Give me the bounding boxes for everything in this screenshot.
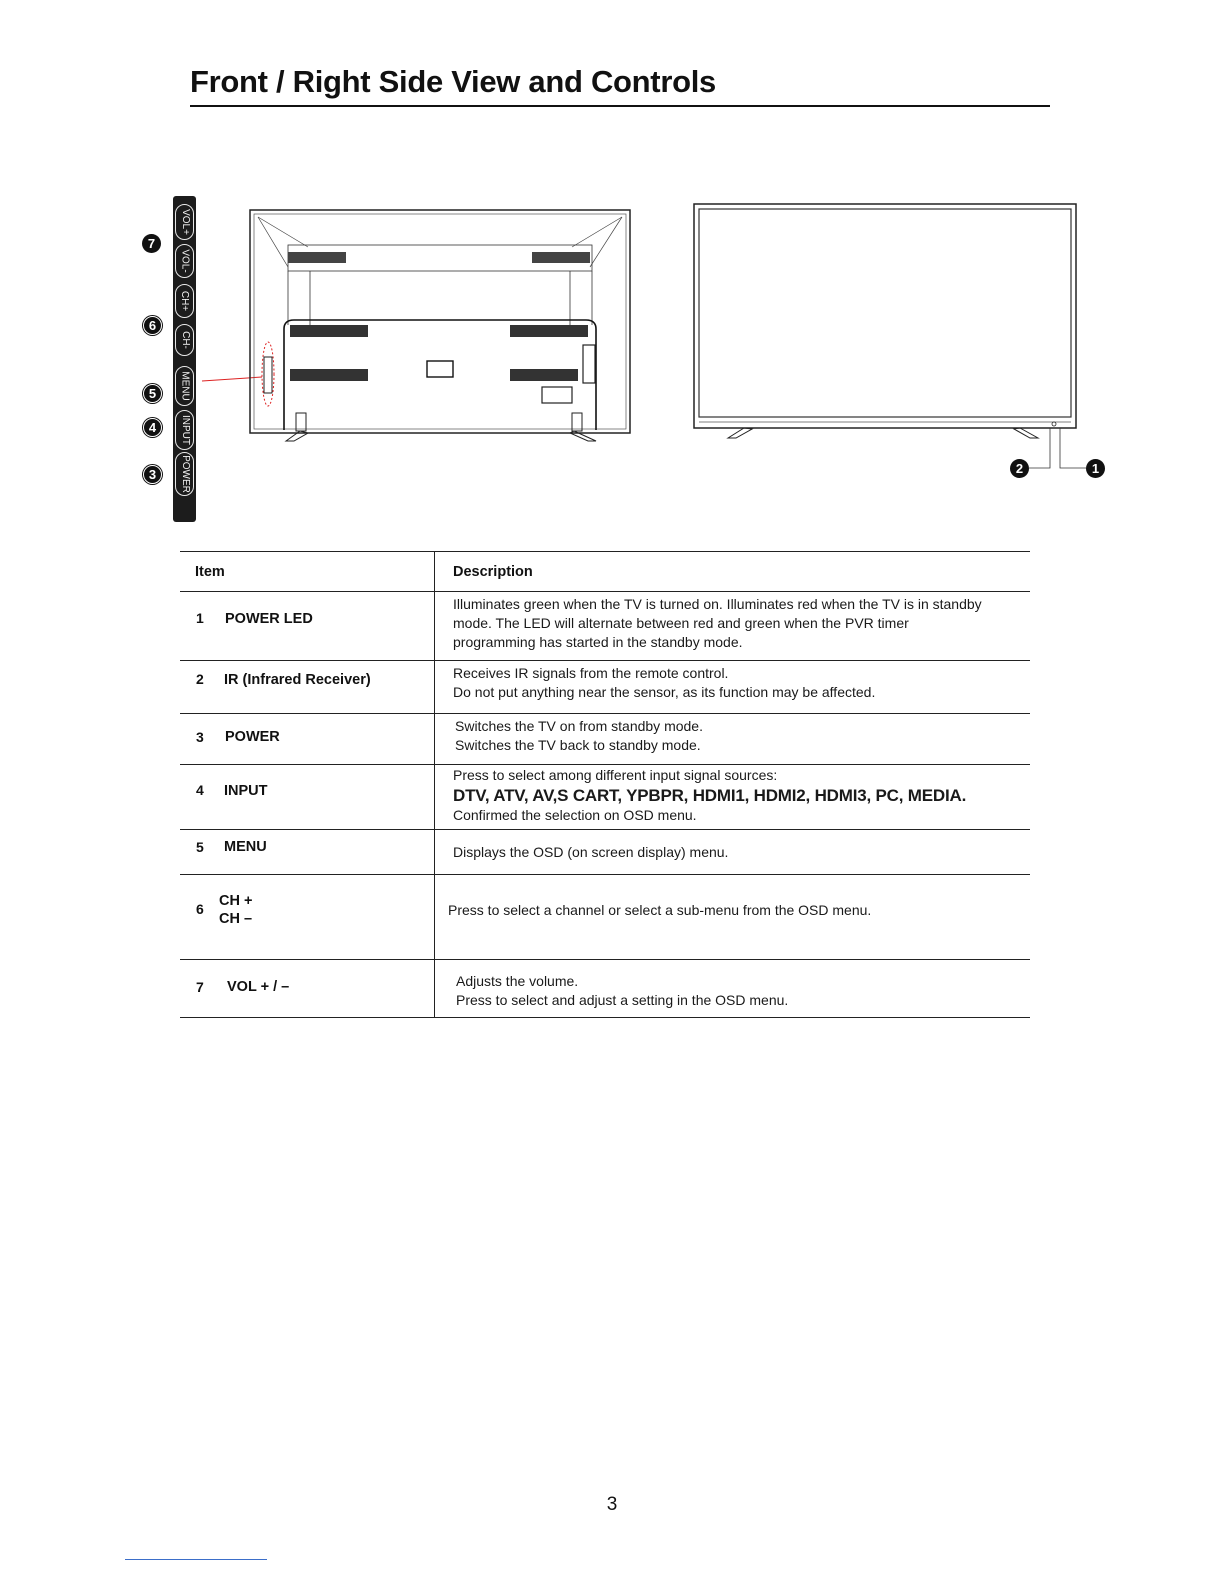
input-label: INPUT (179, 415, 191, 445)
description-line: Displays the OSD (on screen display) menu. (453, 844, 729, 860)
vol-down-label: VOL- (179, 249, 191, 273)
row-item-name: POWER LED (225, 611, 313, 627)
ch-down-label: CH- (179, 331, 191, 349)
header-description: Description (453, 564, 533, 580)
description-line: Do not put anything near the sensor, as its function may be affected. (453, 684, 876, 700)
ch-up-button (175, 284, 194, 318)
tv-rear-view-drawing (200, 205, 640, 450)
vol-up-button (175, 204, 194, 240)
callout-1: 1 (1086, 459, 1105, 478)
table-rule (180, 764, 1030, 765)
row-number: 3 (196, 729, 204, 745)
row-number: 4 (196, 782, 204, 798)
row-number: 5 (196, 839, 204, 855)
page-title: Front / Right Side View and Controls (190, 64, 716, 99)
description-line: Press to select among different input signal sources: (453, 767, 778, 783)
table-rule (180, 713, 1030, 714)
ch-up-label: CH+ (179, 290, 191, 312)
row-number: 1 (196, 610, 204, 626)
row-item-name: IR (Infrared Receiver) (224, 672, 371, 688)
footer-link-underline (125, 1559, 267, 1560)
ch-down-name: CH – (219, 911, 253, 927)
menu-label: MENU (179, 371, 191, 401)
row-description (453, 843, 1023, 862)
callout-4: 4 (143, 418, 162, 437)
tv-front-view-drawing (690, 200, 1110, 490)
page-number: 3 (606, 1494, 618, 1515)
row-item-name: MENU (224, 839, 267, 855)
row-number: 2 (196, 671, 204, 687)
ch-down-button (175, 324, 194, 356)
row-item-name (219, 892, 252, 928)
title-underline (190, 105, 1050, 107)
table-rule (180, 829, 1030, 830)
description-line: Switches the TV back to standby mode. (455, 737, 701, 753)
row-item-name: POWER (225, 729, 280, 745)
row-description (455, 717, 1025, 755)
side-control-strip (173, 196, 196, 522)
power-button (175, 452, 194, 496)
row-description (448, 901, 1018, 920)
power-label: POWER (179, 455, 191, 493)
menu-button (175, 366, 194, 406)
callout-5: 5 (143, 384, 162, 403)
ch-up-name: CH + (219, 893, 253, 909)
description-line: Receives IR signals from the remote control. (453, 665, 729, 681)
callout-6: 6 (143, 316, 162, 335)
description-line: programming has started in the standby mode. (453, 634, 743, 650)
callout-2: 2 (1010, 459, 1029, 478)
table-rule (180, 1017, 1030, 1018)
input-button (175, 410, 194, 450)
description-line: mode. The LED will alternate between red and green when the PVR timer (453, 615, 909, 631)
row-description (453, 595, 1023, 652)
description-line: Switches the TV on from standby mode. (455, 718, 703, 734)
callout-7: 7 (142, 234, 161, 253)
row-description (453, 664, 1023, 702)
vol-up-label: VOL+ (179, 209, 191, 235)
table-rule (180, 551, 1030, 552)
callout-3: 3 (143, 465, 162, 484)
description-line: Press to select a channel or select a sub-menu from the OSD menu. (448, 902, 872, 918)
header-item: Item (195, 564, 225, 580)
row-item-name: VOL + / – (227, 979, 290, 995)
vol-down-button (175, 244, 194, 278)
description-line: Adjusts the volume. (456, 973, 579, 989)
row-description (453, 766, 1023, 825)
table-rule (180, 591, 1030, 592)
description-line: Press to select and adjust a setting in the OSD menu. (456, 992, 789, 1008)
table-rule (180, 660, 1030, 661)
table-column-divider (434, 551, 435, 1018)
row-number: 7 (196, 979, 204, 995)
input-sources-list: DTV, ATV, AV,S CART, YPBPR, HDMI1, HDMI2, HDMI3, PC, MEDIA. (453, 786, 967, 805)
table-rule (180, 959, 1030, 960)
row-number: 6 (196, 901, 204, 917)
table-rule (180, 874, 1030, 875)
row-description (456, 972, 1026, 1010)
row-item-name: INPUT (224, 783, 268, 799)
description-line: Illuminates green when the TV is turned on. Illuminates red when the TV is in standby (453, 596, 982, 612)
description-line: Confirmed the selection on OSD menu. (453, 807, 697, 823)
